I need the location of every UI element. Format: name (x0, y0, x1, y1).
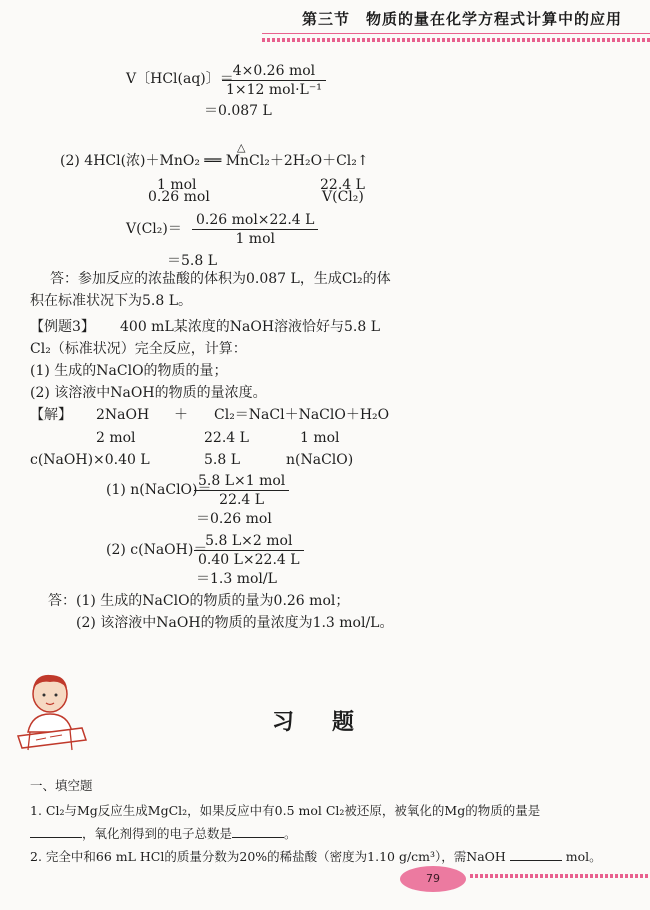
calc2-lhs: V(Cl₂)＝ (126, 221, 182, 237)
part2-fraction (194, 532, 304, 569)
answer1-line2: 积在标准状况下为5.8 L。 (30, 293, 193, 309)
solution-eq-left: 2NaOH (96, 407, 150, 423)
answer1-line1: 答：参加反应的浓盐酸的体积为0.087 L，生成Cl₂的体 (50, 271, 391, 287)
example3-line1: 400 mL某浓度的NaOH溶液恰好与5.8 L (120, 319, 381, 335)
answer-blank[interactable] (510, 849, 562, 861)
part2-denominator: 0.40 L×22.4 L (194, 550, 304, 569)
example3-question2: (2) 该溶液中NaOH的物质的量浓度。 (30, 385, 267, 401)
exercise-q2-text: 2. 完全中和66 mL HCl的质量分数为20%的稀盐酸（密度为1.10 g/cm³），需NaOH (30, 849, 506, 864)
answer-blank[interactable] (30, 826, 82, 838)
solution-eq-right: Cl₂＝NaCl＋NaClO＋H₂O (214, 407, 390, 423)
calc1-denominator: 1×12 mol·L⁻¹ (222, 80, 326, 99)
example3-question1: (1) 生成的NaClO的物质的量； (30, 363, 228, 379)
solution-label: 【解】 (30, 407, 72, 423)
eq2-ratio-left-2: 0.26 mol (148, 189, 210, 205)
solution-ratio-a: 2 mol (96, 430, 136, 446)
exercise-q1-end: 。 (284, 826, 297, 841)
student-writing-illustration (10, 670, 90, 752)
calc1-result: ＝0.087 L (204, 103, 272, 119)
part2-numerator: 5.8 L×2 mol (205, 533, 293, 549)
header-dotted-rule (262, 38, 650, 42)
eq2-line: (2) 4HCl(浓)＋MnO₂ ══ MnCl₂＋2H₂O＋Cl₂↑ (60, 153, 369, 169)
calc1-fraction (222, 62, 326, 99)
section-header: 第三节 物质的量在化学方程式计算中的应用 (301, 10, 622, 28)
part2-lhs: (2) c(NaOH)＝ (106, 542, 208, 558)
answer2-line2: (2) 该溶液中NaOH的物质的量浓度为1.3 mol/L。 (76, 615, 394, 631)
exercises-title: 习题 (272, 710, 393, 735)
footer-dotted-rule (470, 874, 650, 878)
calc1-numerator: 4×0.26 mol (232, 63, 316, 79)
part1-lhs: (1) n(NaClO)＝ (106, 482, 212, 498)
part1-result: ＝0.26 mol (196, 511, 272, 527)
exercise-q2-end: mol。 (565, 849, 602, 864)
part1-fraction (194, 472, 289, 509)
header-rule (262, 33, 650, 34)
exercise-q2 (30, 849, 602, 865)
example3-label: 【例题3】 (30, 319, 95, 335)
solution-ratio2-c: n(NaClO) (286, 452, 354, 468)
solution-ratio-b: 22.4 L (204, 430, 249, 446)
calc2-fraction (192, 211, 318, 248)
exercise-q1-mid: ，氧化剂得到的电子总数是 (82, 826, 233, 841)
answer-blank[interactable] (232, 826, 284, 838)
solution-ratio2-a: c(NaOH)×0.40 L (30, 452, 150, 468)
solution-ratio2-b: 5.8 L (204, 452, 241, 468)
answer2-line1: 答：(1) 生成的NaClO的物质的量为0.26 mol； (48, 593, 350, 609)
eq2-ratio-right-2: V(Cl₂) (322, 189, 364, 205)
exercise-q1-line1: 1. Cl₂与Mg反应生成MgCl₂，如果反应中有0.5 mol Cl₂被还原，被氧化的Mg的物质的量是 (30, 803, 541, 818)
eq2-ratio-left: 1 mol (157, 177, 197, 193)
calc2-denominator: 1 mol (192, 229, 318, 248)
part1-numerator: 5.8 L×1 mol (198, 473, 286, 489)
part1-denominator: 22.4 L (194, 490, 289, 509)
calc2-result: ＝5.8 L (167, 253, 218, 269)
eq2-ratio-right: 22.4 L (320, 177, 365, 193)
heat-symbol: △ (237, 141, 246, 154)
exercise-section-heading: 一、填空题 (30, 778, 93, 793)
calc1-lhs: V〔HCl(aq)〕＝ (126, 71, 234, 87)
example3-line2: Cl₂（标准状况）完全反应，计算： (30, 341, 247, 357)
solution-eq-plus: ＋ (174, 407, 188, 423)
solution-ratio-c: 1 mol (300, 430, 340, 446)
exercise-q1-line2 (30, 826, 297, 842)
part2-result: ＝1.3 mol/L (196, 571, 277, 587)
calc2-numerator: 0.26 mol×22.4 L (196, 212, 315, 228)
page-number: 79 (400, 866, 466, 892)
